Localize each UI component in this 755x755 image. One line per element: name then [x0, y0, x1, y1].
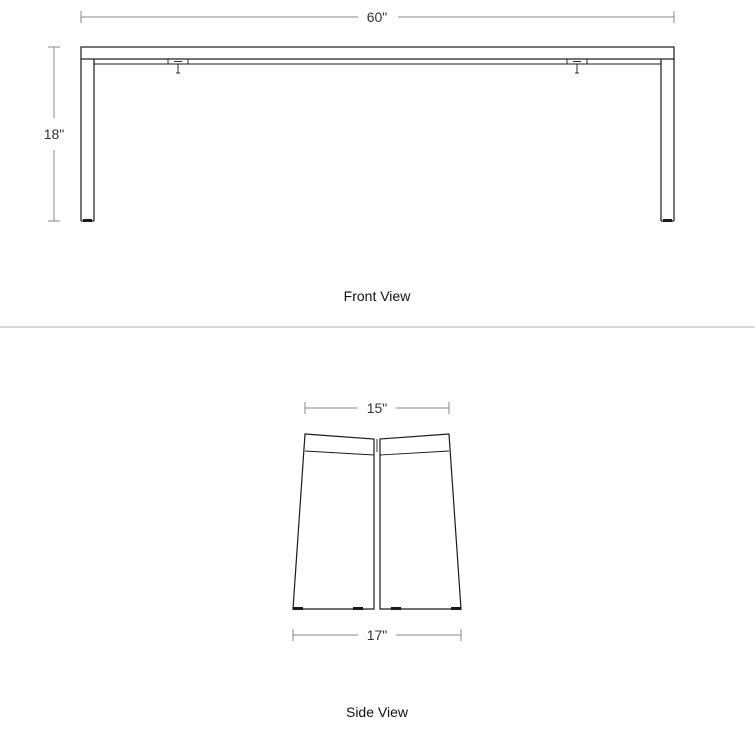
- front-width-dimension: [81, 9, 674, 25]
- side-bottom-width-label: 17": [366, 627, 388, 643]
- table-side-drawing: [293, 434, 461, 610]
- side-top-width-label: 15": [366, 400, 388, 416]
- front-height-label: 18": [43, 126, 65, 142]
- side-view-caption: Side View: [345, 704, 409, 720]
- side-panel-left: [293, 434, 374, 610]
- side-top-dimension: [305, 400, 449, 416]
- table-front-drawing: [81, 47, 674, 222]
- side-bottom-dimension: [293, 627, 461, 643]
- table-leg-right: [661, 59, 674, 222]
- front-view-caption: Front View: [343, 288, 411, 304]
- front-view: [44, 9, 674, 304]
- side-panel-right: [380, 434, 461, 610]
- table-top: [81, 47, 674, 59]
- front-width-label: 60": [366, 9, 388, 25]
- front-height-dimension: [44, 47, 65, 221]
- table-leg-left: [81, 59, 94, 222]
- table-clip-right: [567, 59, 587, 73]
- table-clip-left: [168, 59, 188, 73]
- side-view: [293, 400, 461, 720]
